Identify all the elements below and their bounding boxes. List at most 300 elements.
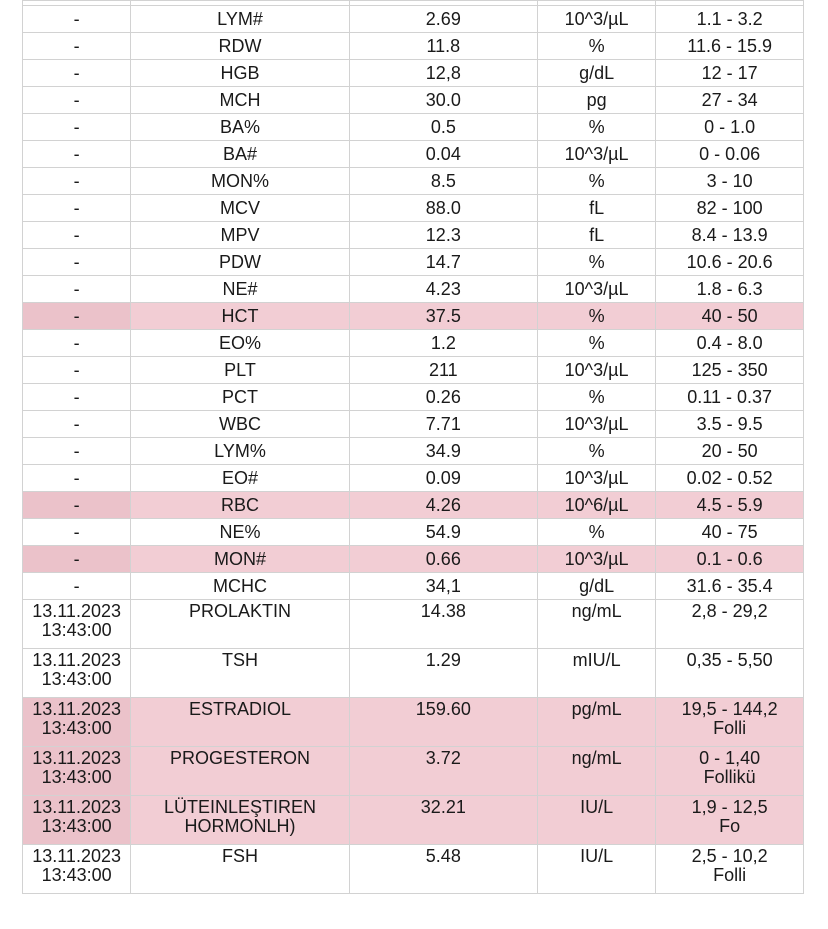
table-row — [23, 168, 804, 195]
test-name-cell — [131, 330, 350, 357]
test-name-cell — [131, 114, 350, 141]
test-name: MON# — [213, 549, 266, 569]
unit-cell — [537, 195, 655, 222]
table-row — [23, 845, 804, 894]
test-name-cell — [131, 438, 350, 465]
result-value: 0.09 — [425, 468, 461, 488]
result-value-cell — [349, 33, 537, 60]
test-name-cell — [131, 249, 350, 276]
reference-range-cell — [656, 845, 804, 894]
unit-cell — [537, 519, 655, 546]
unit-cell — [537, 600, 655, 649]
date-cell — [23, 384, 131, 411]
result-value: 88.0 — [425, 198, 461, 218]
reference-range-cell — [656, 649, 804, 698]
reference-range: 11.6 - 15.9 — [687, 36, 772, 56]
date-text: - — [73, 90, 80, 110]
unit-cell — [537, 141, 655, 168]
reference-range: 0.02 - 0.52 — [686, 468, 773, 488]
test-name-cell — [131, 303, 350, 330]
date-cell — [23, 573, 131, 600]
reference-range-cell — [656, 438, 804, 465]
result-value-cell — [349, 87, 537, 114]
reference-range: 2,8 - 29,2 — [691, 601, 768, 621]
date-text: - — [73, 144, 80, 164]
unit-text: fL — [589, 198, 605, 218]
date-cell — [23, 465, 131, 492]
date-text: - — [73, 171, 80, 191]
unit-cell — [537, 303, 655, 330]
date-text: - — [73, 333, 80, 353]
test-name: PROGESTERON — [169, 748, 310, 768]
date-text: - — [73, 414, 80, 434]
reference-range: 27 - 34 — [701, 90, 758, 110]
result-value: 4.23 — [425, 279, 461, 299]
date-text: 13.11.2023 — [32, 699, 121, 719]
result-value: 8.5 — [430, 171, 456, 191]
date-text: - — [73, 63, 80, 83]
unit-cell — [537, 114, 655, 141]
unit-text: % — [588, 252, 605, 272]
result-value: 12.3 — [425, 225, 461, 245]
unit-cell — [537, 249, 655, 276]
unit-cell — [537, 438, 655, 465]
date-text: - — [73, 117, 80, 137]
test-name-cell — [131, 546, 350, 573]
test-name-cell — [131, 573, 350, 600]
result-value: 14.7 — [425, 252, 461, 272]
unit-text: IU/L — [580, 797, 614, 817]
date-cell — [23, 845, 131, 894]
table-row — [23, 698, 804, 747]
date-cell — [23, 249, 131, 276]
result-value-cell — [349, 438, 537, 465]
unit-text: 10^3/µL — [564, 468, 629, 488]
result-value-cell — [349, 357, 537, 384]
result-value-cell — [349, 546, 537, 573]
reference-note: Follikü — [703, 767, 756, 787]
test-name-cell — [131, 519, 350, 546]
unit-text: mIU/L — [572, 650, 621, 670]
test-name: WBC — [218, 414, 261, 434]
test-name: BA# — [222, 144, 257, 164]
reference-range: 4.5 - 5.9 — [696, 495, 763, 515]
result-value-cell — [349, 384, 537, 411]
result-value: 1.2 — [430, 333, 456, 353]
result-value-cell — [349, 249, 537, 276]
reference-range-cell — [656, 747, 804, 796]
result-value: 4.26 — [425, 495, 461, 515]
date-text: - — [73, 198, 80, 218]
reference-range: 8.4 - 13.9 — [691, 225, 768, 245]
table-row — [23, 357, 804, 384]
unit-text: 10^3/µL — [564, 360, 629, 380]
reference-range-cell — [656, 465, 804, 492]
result-value: 2.69 — [425, 9, 461, 29]
test-name: NE# — [222, 279, 258, 299]
unit-cell — [537, 6, 655, 33]
table-row — [23, 546, 804, 573]
reference-range: 0 - 1.0 — [704, 117, 756, 137]
reference-range: 0.11 - 0.37 — [687, 387, 772, 407]
test-name: RDW — [218, 36, 262, 56]
test-name: NE% — [219, 522, 261, 542]
test-name: LYM# — [217, 9, 263, 29]
date-cell — [23, 303, 131, 330]
date-text: - — [73, 495, 80, 515]
reference-range: 0.4 - 8.0 — [696, 333, 763, 353]
reference-range: 3.5 - 9.5 — [696, 414, 763, 434]
unit-text: pg — [586, 90, 607, 110]
date-cell — [23, 747, 131, 796]
reference-note: Folli — [713, 865, 747, 885]
test-name-cell — [131, 796, 350, 845]
table-row — [23, 60, 804, 87]
test-name-cell — [131, 845, 350, 894]
reference-range-cell — [656, 222, 804, 249]
unit-cell — [537, 465, 655, 492]
unit-cell — [537, 698, 655, 747]
result-value-cell — [349, 747, 537, 796]
result-value-cell — [349, 276, 537, 303]
reference-range-cell — [656, 87, 804, 114]
unit-cell — [537, 747, 655, 796]
unit-text: % — [588, 171, 605, 191]
date-text: - — [73, 36, 80, 56]
result-value: 34,1 — [425, 576, 461, 596]
table-row — [23, 87, 804, 114]
date-cell — [23, 600, 131, 649]
unit-cell — [537, 492, 655, 519]
result-value-cell — [349, 845, 537, 894]
unit-text: g/dL — [579, 63, 615, 83]
result-value: 0.04 — [425, 144, 461, 164]
table-row — [23, 303, 804, 330]
result-value: 5.48 — [425, 846, 461, 866]
time-text: 13:43:00 — [41, 669, 112, 689]
reference-range: 20 - 50 — [701, 441, 758, 461]
unit-text: % — [588, 522, 605, 542]
reference-range-cell — [656, 698, 804, 747]
unit-cell — [537, 573, 655, 600]
date-cell — [23, 168, 131, 195]
result-value-cell — [349, 60, 537, 87]
result-value: 12,8 — [425, 63, 461, 83]
date-cell — [23, 357, 131, 384]
result-value: 30.0 — [425, 90, 461, 110]
reference-range: 10.6 - 20.6 — [686, 252, 773, 272]
date-cell — [23, 649, 131, 698]
test-name: HGB — [220, 63, 260, 83]
date-text: - — [73, 468, 80, 488]
test-name-cell — [131, 384, 350, 411]
test-name-cell — [131, 222, 350, 249]
reference-range-cell — [656, 114, 804, 141]
test-name: MPV — [220, 225, 260, 245]
result-value: 54.9 — [425, 522, 461, 542]
unit-text: fL — [589, 225, 605, 245]
table-row — [23, 465, 804, 492]
result-value-cell — [349, 168, 537, 195]
date-text: 13.11.2023 — [32, 650, 121, 670]
result-value: 37.5 — [425, 306, 461, 326]
reference-range-cell — [656, 168, 804, 195]
unit-text: 10^3/µL — [564, 549, 629, 569]
test-name: FSH — [221, 846, 258, 866]
table-row — [23, 33, 804, 60]
result-value-cell — [349, 330, 537, 357]
table-row — [23, 438, 804, 465]
date-cell — [23, 222, 131, 249]
result-value: 0.5 — [430, 117, 456, 137]
reference-range: 0,35 - 5,50 — [686, 650, 773, 670]
test-name-cell — [131, 411, 350, 438]
unit-text: pg/mL — [571, 699, 622, 719]
date-cell — [23, 87, 131, 114]
table-row — [23, 573, 804, 600]
reference-range-cell — [656, 492, 804, 519]
unit-cell — [537, 276, 655, 303]
reference-range-cell — [656, 573, 804, 600]
reference-range: 1.8 - 6.3 — [696, 279, 763, 299]
time-text: 13:43:00 — [41, 718, 112, 738]
reference-range: 40 - 75 — [701, 522, 758, 542]
reference-range-cell — [656, 195, 804, 222]
result-value: 0.26 — [425, 387, 461, 407]
reference-range: 0 - 0.06 — [699, 144, 761, 164]
unit-cell — [537, 796, 655, 845]
table-row — [23, 411, 804, 438]
test-name-cell — [131, 649, 350, 698]
table-row — [23, 600, 804, 649]
date-text: 13.11.2023 — [32, 601, 121, 621]
unit-cell — [537, 357, 655, 384]
table-row — [23, 195, 804, 222]
test-name-cell — [131, 141, 350, 168]
time-text: 13:43:00 — [41, 620, 112, 640]
reference-range: 19,5 - 144,2 — [681, 699, 778, 719]
table-row — [23, 249, 804, 276]
reference-range-cell — [656, 519, 804, 546]
reference-range-cell — [656, 303, 804, 330]
result-value: 1.29 — [425, 650, 461, 670]
date-text: - — [73, 225, 80, 245]
table-row — [23, 330, 804, 357]
test-name-cell — [131, 6, 350, 33]
test-name-cell — [131, 168, 350, 195]
date-cell — [23, 33, 131, 60]
unit-text: g/dL — [579, 576, 615, 596]
table-row — [23, 114, 804, 141]
reference-range-cell — [656, 141, 804, 168]
unit-cell — [537, 33, 655, 60]
unit-cell — [537, 87, 655, 114]
unit-text: ng/mL — [571, 601, 622, 621]
test-name-cell — [131, 357, 350, 384]
reference-range-cell — [656, 33, 804, 60]
reference-range: 12 - 17 — [701, 63, 758, 83]
table-row — [23, 384, 804, 411]
unit-cell — [537, 649, 655, 698]
test-name: MCHC — [212, 576, 267, 596]
reference-range-cell — [656, 796, 804, 845]
reference-range-cell — [656, 411, 804, 438]
date-cell — [23, 276, 131, 303]
reference-range: 0 - 1,40 — [699, 748, 761, 768]
lab-results-body — [23, 1, 804, 894]
unit-cell — [537, 222, 655, 249]
unit-text: 10^6/µL — [564, 495, 629, 515]
reference-range: 0.1 - 0.6 — [696, 549, 763, 569]
lab-results-table — [22, 0, 804, 894]
reference-note: Fo — [719, 816, 741, 836]
test-name-cell — [131, 60, 350, 87]
date-text: 13.11.2023 — [32, 797, 121, 817]
unit-text: % — [588, 333, 605, 353]
unit-text: 10^3/µL — [564, 279, 629, 299]
test-name: LYM% — [214, 441, 266, 461]
date-text: - — [73, 387, 80, 407]
reference-range-cell — [656, 249, 804, 276]
date-cell — [23, 411, 131, 438]
result-value-cell — [349, 519, 537, 546]
test-name-cell — [131, 465, 350, 492]
date-cell — [23, 698, 131, 747]
test-name: PLT — [224, 360, 256, 380]
test-name: EO# — [221, 468, 258, 488]
unit-cell — [537, 411, 655, 438]
date-text: - — [73, 360, 80, 380]
result-value-cell — [349, 796, 537, 845]
test-name: ESTRADIOL — [188, 699, 291, 719]
reference-range: 3 - 10 — [706, 171, 753, 191]
reference-range: 1,9 - 12,5 — [691, 797, 768, 817]
date-cell — [23, 114, 131, 141]
unit-text: ng/mL — [571, 748, 622, 768]
test-name: BA% — [219, 117, 260, 137]
result-value-cell — [349, 411, 537, 438]
test-name: EO% — [218, 333, 261, 353]
result-value-cell — [349, 6, 537, 33]
test-name: PROLAKTIN — [188, 601, 291, 621]
table-row — [23, 141, 804, 168]
test-name-cell — [131, 276, 350, 303]
date-text: - — [73, 9, 80, 29]
reference-range-cell — [656, 357, 804, 384]
reference-range-cell — [656, 60, 804, 87]
date-cell — [23, 141, 131, 168]
result-value: 211 — [428, 360, 458, 380]
result-value: 34.9 — [425, 441, 461, 461]
test-name-cell — [131, 33, 350, 60]
table-row — [23, 276, 804, 303]
table-row — [23, 649, 804, 698]
test-name-cell — [131, 747, 350, 796]
unit-cell — [537, 168, 655, 195]
unit-text: 10^3/µL — [564, 414, 629, 434]
result-value-cell — [349, 600, 537, 649]
reference-range-cell — [656, 546, 804, 573]
test-name-cell — [131, 195, 350, 222]
date-text: - — [73, 252, 80, 272]
test-name-cell — [131, 87, 350, 114]
result-value-cell — [349, 303, 537, 330]
unit-text: % — [588, 387, 605, 407]
test-name: PCT — [221, 387, 258, 407]
unit-cell — [537, 60, 655, 87]
test-name: RBC — [220, 495, 259, 515]
unit-text: % — [588, 306, 605, 326]
date-text: - — [73, 279, 80, 299]
date-cell — [23, 519, 131, 546]
date-text: - — [73, 522, 80, 542]
result-value-cell — [349, 573, 537, 600]
date-text: - — [73, 549, 80, 569]
reference-note: Folli — [713, 718, 747, 738]
time-text: 13:43:00 — [41, 816, 112, 836]
result-value: 0.66 — [425, 549, 461, 569]
table-row — [23, 492, 804, 519]
unit-text: IU/L — [580, 846, 614, 866]
reference-range-cell — [656, 330, 804, 357]
reference-range: 1.1 - 3.2 — [696, 9, 763, 29]
result-value-cell — [349, 649, 537, 698]
result-value-cell — [349, 222, 537, 249]
date-cell — [23, 330, 131, 357]
test-name: HCT — [221, 306, 259, 326]
test-name: MCH — [219, 90, 261, 110]
test-name: TSH — [221, 650, 258, 670]
time-text: 13:43:00 — [41, 865, 112, 885]
result-value: 32.21 — [420, 797, 466, 817]
result-value-cell — [349, 195, 537, 222]
test-name-cell — [131, 492, 350, 519]
test-name: MCV — [219, 198, 260, 218]
result-value-cell — [349, 698, 537, 747]
date-text: 13.11.2023 — [32, 846, 121, 866]
unit-text: % — [588, 117, 605, 137]
result-value: 3.72 — [425, 748, 461, 768]
time-text: 13:43:00 — [41, 767, 112, 787]
date-cell — [23, 546, 131, 573]
test-name: LÜTEINLEŞTIREN — [163, 797, 317, 817]
reference-range: 40 - 50 — [701, 306, 758, 326]
reference-range-cell — [656, 6, 804, 33]
date-text: - — [73, 306, 80, 326]
table-row — [23, 747, 804, 796]
test-name: MON% — [210, 171, 269, 191]
result-value: 159.60 — [415, 699, 471, 719]
unit-cell — [537, 546, 655, 573]
date-text: - — [73, 576, 80, 596]
test-name: PDW — [218, 252, 261, 272]
test-name-cell — [131, 698, 350, 747]
reference-range-cell — [656, 384, 804, 411]
table-row — [23, 6, 804, 33]
unit-text: 10^3/µL — [564, 144, 629, 164]
reference-range: 2,5 - 10,2 — [691, 846, 768, 866]
reference-range-cell — [656, 600, 804, 649]
date-cell — [23, 6, 131, 33]
unit-text: 10^3/µL — [564, 9, 629, 29]
result-value: 7.71 — [425, 414, 461, 434]
result-value-cell — [349, 114, 537, 141]
reference-range: 31.6 - 35.4 — [686, 576, 773, 596]
date-cell — [23, 438, 131, 465]
date-text: - — [73, 441, 80, 461]
unit-cell — [537, 845, 655, 894]
table-row — [23, 222, 804, 249]
